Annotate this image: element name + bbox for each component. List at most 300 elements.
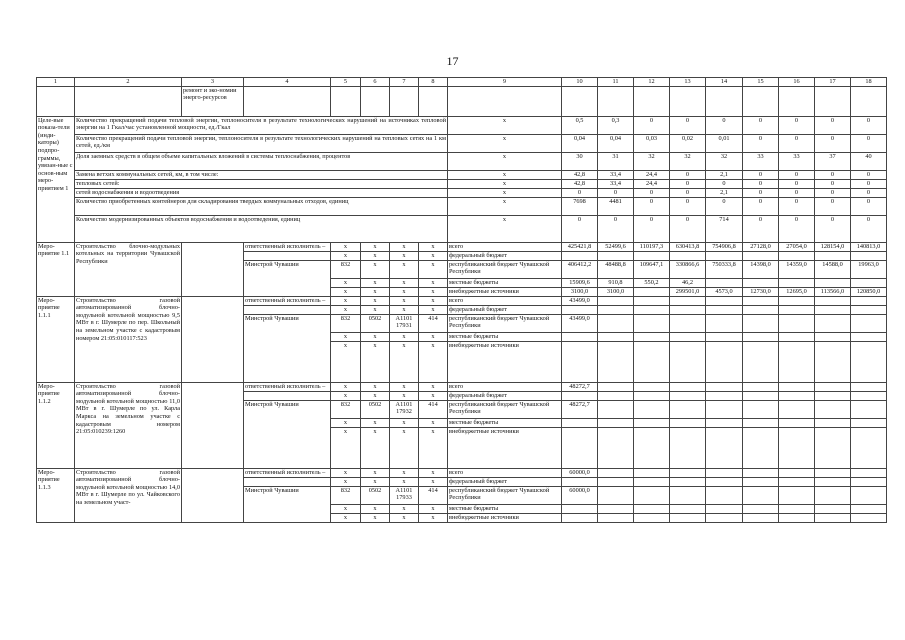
- table-cell: [562, 86, 598, 116]
- amount-cell: [670, 305, 706, 314]
- amount-cell: [779, 305, 815, 314]
- indicator-value: 0: [598, 188, 634, 197]
- amount-cell: [706, 427, 743, 468]
- code-gr: х: [331, 305, 361, 314]
- indicator-value: 0,03: [634, 134, 670, 152]
- activity-label: Меро-приятие 1.1.2: [37, 382, 75, 468]
- amount-cell: [815, 296, 851, 305]
- column-number: 2: [75, 78, 182, 87]
- amount-cell: [743, 504, 779, 513]
- amount-cell: [562, 251, 598, 260]
- column-number: 3: [182, 78, 244, 87]
- amount-cell: [562, 427, 598, 468]
- indicator-row: [37, 197, 887, 215]
- indicator-value: 0: [562, 215, 598, 242]
- code-cs: х: [390, 418, 419, 427]
- table-cell: [743, 86, 779, 116]
- code-rz: х: [361, 251, 390, 260]
- table-cell: [851, 86, 887, 116]
- amount-cell: 14398,0: [743, 260, 779, 278]
- amount-cell: 48272,7: [562, 382, 598, 391]
- amount-cell: [634, 468, 670, 477]
- code-gr: х: [331, 504, 361, 513]
- column-number: 14: [706, 78, 743, 87]
- amount-cell: [779, 427, 815, 468]
- code-cs: х: [390, 305, 419, 314]
- amount-cell: [779, 296, 815, 305]
- amount-cell: 43499,0: [562, 296, 598, 305]
- amount-cell: [706, 296, 743, 305]
- code-cs: х: [390, 513, 419, 522]
- indicator-value: 0: [706, 179, 743, 188]
- activity-name: Строительство газовой автоматизированной блочно-модульной котельной мощностью 9,5 МВт в г. Шумерле по пер. Школьный на земельном участке с кадастровым номером 21:05:010117:523: [75, 296, 182, 382]
- indicator-value: 0: [670, 170, 706, 179]
- code-cs: х: [390, 382, 419, 391]
- indicator-value: 33: [779, 152, 815, 170]
- code-vr: х: [419, 513, 448, 522]
- code-rz: х: [361, 296, 390, 305]
- column-number: 1: [37, 78, 75, 87]
- code-gr: х: [331, 427, 361, 468]
- source-republic: республиканский бюджет Чувашской Республики: [448, 260, 562, 278]
- amount-cell: 60000,0: [562, 486, 598, 504]
- amount-cell: [815, 278, 851, 287]
- amount-cell: [634, 513, 670, 522]
- source-all: всего: [448, 242, 562, 251]
- executor-dash: [244, 391, 331, 400]
- indicator-value: 0: [851, 197, 887, 215]
- amount-cell: [598, 341, 634, 382]
- amount-cell: [851, 305, 887, 314]
- column-number: 11: [598, 78, 634, 87]
- source-offbudget: внебюджетные источники: [448, 287, 562, 296]
- code-cs: х: [390, 477, 419, 486]
- amount-cell: [670, 382, 706, 391]
- code-vr: х: [419, 332, 448, 341]
- indicator-value: 32: [634, 152, 670, 170]
- amount-cell: [851, 504, 887, 513]
- executor-resp: ответственный исполнитель –: [244, 296, 331, 305]
- indicator-value: 24,4: [634, 179, 670, 188]
- activity-name: Строительство блочно-модульных котельных на территории Чувашской Республики: [75, 242, 182, 296]
- column-number: 6: [361, 78, 390, 87]
- source-republic: республиканский бюджет Чувашской Республики: [448, 314, 562, 332]
- amount-cell: [598, 391, 634, 400]
- amount-cell: 27128,0: [743, 242, 779, 251]
- partner-cell: [182, 242, 244, 296]
- code-gr: х: [331, 278, 361, 287]
- indicator-value: 0: [779, 116, 815, 134]
- code-vr: х: [419, 504, 448, 513]
- activity-name: Строительство газовой автоматизированной блочно-модульной котельной мощностью 11,0 МВт в г. Шумерле по ул. Карла Маркса на земельном участке с кадастровым номером 21:05:010239:1260: [75, 382, 182, 468]
- code-rz: х: [361, 427, 390, 468]
- source-local: местные бюджеты: [448, 332, 562, 341]
- amount-cell: 330866,6: [670, 260, 706, 278]
- indicator-value: 0: [743, 215, 779, 242]
- amount-cell: [562, 391, 598, 400]
- indicator-name: сетей водоснабжения и водоотведения: [75, 188, 448, 197]
- source-republic: республиканский бюджет Чувашской Республики: [448, 486, 562, 504]
- table-cell: [244, 86, 331, 116]
- indicator-value: 0,04: [598, 134, 634, 152]
- amount-cell: 14359,0: [779, 260, 815, 278]
- indicator-value: 0: [779, 215, 815, 242]
- indicator-value: 0: [851, 134, 887, 152]
- indicator-value: 0: [815, 134, 851, 152]
- amount-cell: [670, 513, 706, 522]
- activity-row: [37, 242, 887, 251]
- amount-cell: [851, 486, 887, 504]
- table-cell: [37, 86, 75, 116]
- code-gr: х: [331, 418, 361, 427]
- code-rz: х: [361, 278, 390, 287]
- column-number: 17: [815, 78, 851, 87]
- indicator-value: 0: [779, 134, 815, 152]
- amount-cell: [706, 400, 743, 418]
- activity-label: Меро-приятие 1.1: [37, 242, 75, 296]
- amount-cell: [815, 332, 851, 341]
- indicator-value: 0: [851, 215, 887, 242]
- source-federal: федеральный бюджет: [448, 477, 562, 486]
- amount-cell: [779, 341, 815, 382]
- amount-cell: 550,2: [634, 278, 670, 287]
- indicator-value: 32: [706, 152, 743, 170]
- indicator-row: [37, 152, 887, 170]
- code-gr: х: [331, 468, 361, 477]
- indicator-name: тепловых сетей:: [75, 179, 448, 188]
- indicator-value: 714: [706, 215, 743, 242]
- amount-cell: [779, 477, 815, 486]
- indicator-value: 0: [779, 197, 815, 215]
- amount-cell: 27054,0: [779, 242, 815, 251]
- indicator-x: х: [448, 179, 562, 188]
- amount-cell: 52499,6: [598, 242, 634, 251]
- indicator-name: Количество прекращений подачи тепловой энергии, теплоносителя в результате технологических нарушений на тепловых сетях на 1 км сетей, ед./км: [75, 134, 448, 152]
- indicator-name: Замена ветхих коммунальных сетей, км, в том числе:: [75, 170, 448, 179]
- code-cs: х: [390, 296, 419, 305]
- code-gr: х: [331, 287, 361, 296]
- indicator-value: 0,5: [562, 116, 598, 134]
- indicator-value: 0: [706, 197, 743, 215]
- activity-row: [37, 382, 887, 391]
- partner-cell: [182, 296, 244, 382]
- amount-cell: [706, 251, 743, 260]
- amount-cell: 120850,0: [851, 287, 887, 296]
- continuation-row: [37, 86, 887, 116]
- amount-cell: [598, 382, 634, 391]
- table-cell: [706, 86, 743, 116]
- source-republic: республиканский бюджет Чувашской Республики: [448, 400, 562, 418]
- indicator-x: х: [448, 134, 562, 152]
- amount-cell: [815, 341, 851, 382]
- executor-ministry: Минстрой Чувашии: [244, 260, 331, 296]
- amount-cell: [743, 427, 779, 468]
- indicator-value: 0: [670, 215, 706, 242]
- amount-cell: 425421,8: [562, 242, 598, 251]
- amount-cell: [706, 418, 743, 427]
- amount-cell: [743, 296, 779, 305]
- amount-cell: [706, 477, 743, 486]
- code-vr: х: [419, 382, 448, 391]
- amount-cell: [598, 400, 634, 418]
- code-rz: х: [361, 341, 390, 382]
- code-rz: 0502: [361, 486, 390, 504]
- amount-cell: [743, 477, 779, 486]
- code-gr: х: [331, 332, 361, 341]
- header-row: [37, 78, 887, 87]
- amount-cell: [562, 332, 598, 341]
- amount-cell: [670, 332, 706, 341]
- table-cell: [815, 86, 851, 116]
- code-gr: х: [331, 242, 361, 251]
- code-rz: х: [361, 260, 390, 278]
- amount-cell: [779, 278, 815, 287]
- amount-cell: 60000,0: [562, 468, 598, 477]
- table-cell: [419, 86, 448, 116]
- amount-cell: [851, 468, 887, 477]
- indicator-value: 40: [851, 152, 887, 170]
- indicator-value: 0: [851, 179, 887, 188]
- amount-cell: [598, 332, 634, 341]
- indicator-row: [37, 170, 887, 179]
- amount-cell: [851, 314, 887, 332]
- amount-cell: 128154,0: [815, 242, 851, 251]
- code-rz: х: [361, 382, 390, 391]
- code-cs: х: [390, 242, 419, 251]
- amount-cell: [851, 296, 887, 305]
- code-gr: х: [331, 513, 361, 522]
- amount-cell: [779, 504, 815, 513]
- code-gr: х: [331, 391, 361, 400]
- continuation-text: ремонт и эко-номии энерго-ресурсов: [182, 86, 244, 116]
- source-federal: федеральный бюджет: [448, 251, 562, 260]
- source-local: местные бюджеты: [448, 278, 562, 287]
- column-number: 15: [743, 78, 779, 87]
- amount-cell: 48488,8: [598, 260, 634, 278]
- code-rz: х: [361, 242, 390, 251]
- indicator-value: 0: [670, 179, 706, 188]
- amount-cell: [851, 400, 887, 418]
- indicator-value: 0: [743, 197, 779, 215]
- code-gr: х: [331, 251, 361, 260]
- column-number: 16: [779, 78, 815, 87]
- code-gr: х: [331, 382, 361, 391]
- executor-ministry: Минстрой Чувашии: [244, 486, 331, 522]
- indicator-value: 0: [743, 179, 779, 188]
- indicator-value: 0: [779, 170, 815, 179]
- activity-label: Меро-приятие 1.1.3: [37, 468, 75, 522]
- code-vr: х: [419, 278, 448, 287]
- amount-cell: [634, 314, 670, 332]
- executor-dash: [244, 251, 331, 260]
- source-federal: федеральный бюджет: [448, 391, 562, 400]
- indicator-value: 33,4: [598, 170, 634, 179]
- code-vr: х: [419, 468, 448, 477]
- amount-cell: [562, 341, 598, 382]
- amount-cell: [815, 477, 851, 486]
- table-cell: [634, 86, 670, 116]
- code-cs: х: [390, 341, 419, 382]
- source-all: всего: [448, 468, 562, 477]
- indicator-value: 2,1: [706, 170, 743, 179]
- source-all: всего: [448, 382, 562, 391]
- amount-cell: [670, 427, 706, 468]
- amount-cell: 406412,2: [562, 260, 598, 278]
- amount-cell: [670, 504, 706, 513]
- amount-cell: [815, 400, 851, 418]
- amount-cell: 43499,0: [562, 314, 598, 332]
- code-cs: х: [390, 260, 419, 278]
- indicator-value: 0: [815, 179, 851, 188]
- amount-cell: [743, 251, 779, 260]
- indicator-value: 0: [743, 188, 779, 197]
- partner-cell: [182, 382, 244, 468]
- code-rz: 0502: [361, 314, 390, 332]
- amount-cell: [851, 513, 887, 522]
- activity-row: [37, 296, 887, 305]
- table-body: [37, 78, 887, 523]
- amount-cell: [815, 391, 851, 400]
- amount-cell: [706, 278, 743, 287]
- code-vr: х: [419, 242, 448, 251]
- code-rz: х: [361, 513, 390, 522]
- amount-cell: [670, 468, 706, 477]
- amount-cell: [815, 486, 851, 504]
- amount-cell: [815, 314, 851, 332]
- amount-cell: [743, 382, 779, 391]
- amount-cell: [779, 468, 815, 477]
- indicator-value: 0: [815, 197, 851, 215]
- program-table: [36, 77, 887, 523]
- amount-cell: [851, 382, 887, 391]
- source-offbudget: внебюджетные источники: [448, 427, 562, 468]
- code-gr: 832: [331, 314, 361, 332]
- amount-cell: [670, 251, 706, 260]
- amount-cell: 4573,0: [706, 287, 743, 296]
- indicator-value: 0: [779, 179, 815, 188]
- indicator-value: 0: [634, 116, 670, 134]
- amount-cell: 12730,0: [743, 287, 779, 296]
- indicator-value: 0: [743, 134, 779, 152]
- amount-cell: 15909,6: [562, 278, 598, 287]
- amount-cell: [743, 278, 779, 287]
- amount-cell: [815, 468, 851, 477]
- indicator-value: 0,3: [598, 116, 634, 134]
- indicator-value: 0: [815, 215, 851, 242]
- table-cell: [779, 86, 815, 116]
- column-number: 13: [670, 78, 706, 87]
- code-vr: 414: [419, 400, 448, 418]
- amount-cell: 19963,0: [851, 260, 887, 278]
- amount-cell: [598, 251, 634, 260]
- code-cs: А1101 17931: [390, 314, 419, 332]
- indicator-name: Доля заемных средств в общем объеме капитальных вложений в системы теплоснабжения, процентов: [75, 152, 448, 170]
- amount-cell: [779, 314, 815, 332]
- amount-cell: 14588,0: [815, 260, 851, 278]
- amount-cell: [815, 504, 851, 513]
- indicator-x: х: [448, 188, 562, 197]
- code-vr: х: [419, 341, 448, 382]
- amount-cell: [598, 305, 634, 314]
- amount-cell: [706, 305, 743, 314]
- indicator-value: 0: [670, 197, 706, 215]
- amount-cell: [851, 278, 887, 287]
- amount-cell: [598, 504, 634, 513]
- code-cs: х: [390, 287, 419, 296]
- amount-cell: [670, 391, 706, 400]
- amount-cell: [815, 251, 851, 260]
- code-rz: х: [361, 305, 390, 314]
- indicators-label: Целе-вые показа-тели (инди-каторы) подпро-граммы, увязан-ные с основ-ным меро-приятием 1: [37, 116, 75, 242]
- amount-cell: 754906,8: [706, 242, 743, 251]
- source-all: всего: [448, 296, 562, 305]
- code-rz: х: [361, 504, 390, 513]
- activity-label: Меро-приятие 1.1.1: [37, 296, 75, 382]
- indicator-value: 33,4: [598, 179, 634, 188]
- column-number: 18: [851, 78, 887, 87]
- amount-cell: [670, 477, 706, 486]
- code-cs: А1101 17932: [390, 400, 419, 418]
- amount-cell: [634, 486, 670, 504]
- code-vr: х: [419, 305, 448, 314]
- indicator-row: [37, 134, 887, 152]
- table-cell: [361, 86, 390, 116]
- indicator-value: 0: [815, 116, 851, 134]
- column-number: 10: [562, 78, 598, 87]
- indicator-value: 0: [743, 170, 779, 179]
- amount-cell: [634, 296, 670, 305]
- amount-cell: 3100,0: [562, 287, 598, 296]
- amount-cell: [851, 391, 887, 400]
- indicator-value: 33: [743, 152, 779, 170]
- amount-cell: 3100,0: [598, 287, 634, 296]
- indicator-value: 42,8: [562, 179, 598, 188]
- indicator-row: [37, 179, 887, 188]
- executor-ministry: Минстрой Чувашии: [244, 400, 331, 468]
- amount-cell: [562, 504, 598, 513]
- amount-cell: [779, 418, 815, 427]
- amount-cell: [634, 332, 670, 341]
- amount-cell: 630413,8: [670, 242, 706, 251]
- amount-cell: [743, 418, 779, 427]
- activity-name: Строительство газовой автоматизированной блочно-модульной котельной мощностью 14,0 МВт в г. Шумерле по ул. Чайковского на земельном участ-: [75, 468, 182, 522]
- code-cs: х: [390, 391, 419, 400]
- amount-cell: [743, 468, 779, 477]
- code-cs: х: [390, 332, 419, 341]
- code-vr: 414: [419, 314, 448, 332]
- code-vr: 414: [419, 486, 448, 504]
- code-gr: х: [331, 477, 361, 486]
- amount-cell: [743, 332, 779, 341]
- indicator-value: 0: [670, 188, 706, 197]
- code-vr: х: [419, 296, 448, 305]
- amount-cell: [743, 341, 779, 382]
- code-gr: 832: [331, 400, 361, 418]
- executor-resp: ответственный исполнитель –: [244, 382, 331, 391]
- code-rz: 0502: [361, 400, 390, 418]
- code-vr: х: [419, 251, 448, 260]
- code-gr: 832: [331, 486, 361, 504]
- indicator-value: 0,02: [670, 134, 706, 152]
- amount-cell: [706, 504, 743, 513]
- amount-cell: [706, 468, 743, 477]
- indicator-x: х: [448, 152, 562, 170]
- executor-ministry: Минстрой Чувашии: [244, 314, 331, 382]
- column-number: 8: [419, 78, 448, 87]
- code-vr: х: [419, 418, 448, 427]
- column-number: 5: [331, 78, 361, 87]
- code-vr: х: [419, 391, 448, 400]
